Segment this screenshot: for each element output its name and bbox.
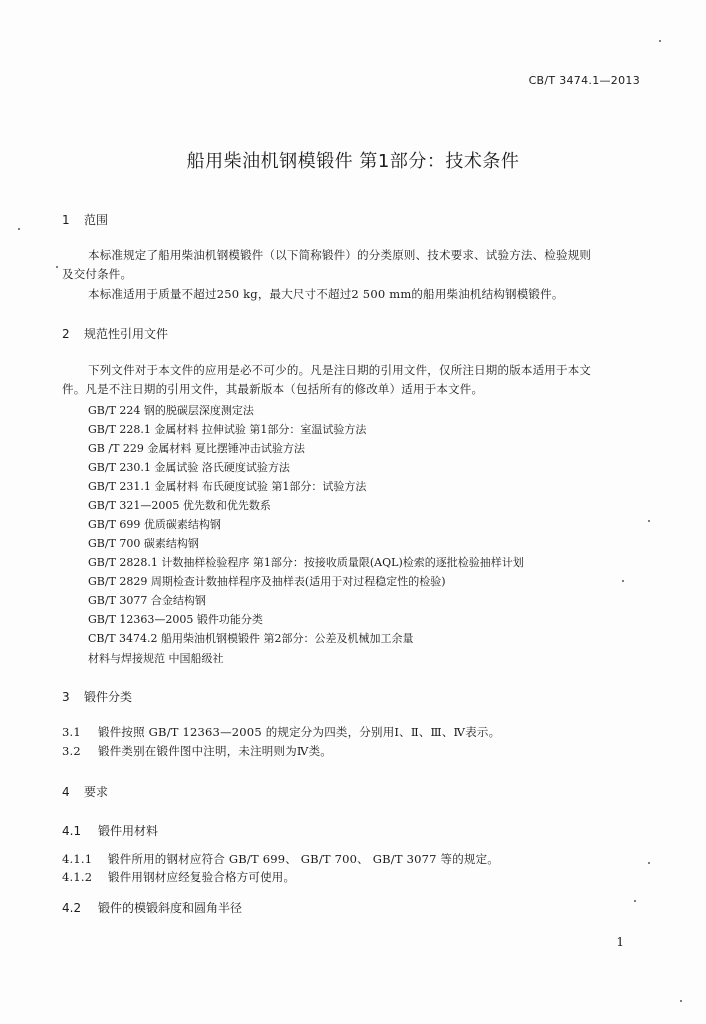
reference-item: GB/T 231.1 金属材料 布氏硬度试验 第1部分：试验方法 [88, 480, 367, 493]
section-1-number: 1 [62, 213, 70, 227]
reference-item: GB/T 228.1 金属材料 拉伸试验 第1部分：室温试验方法 [88, 423, 367, 436]
reference-item: GB/T 224 钢的脱碳层深度测定法 [88, 404, 254, 417]
reference-item: 材料与焊接规范 中国船级社 [88, 652, 224, 665]
section-2-number: 2 [62, 327, 70, 341]
scan-speck [622, 580, 624, 582]
page-number: 1 [616, 935, 624, 949]
clause-4-1-1 [62, 851, 499, 867]
scan-speck [648, 862, 650, 864]
section-1-para-1-line-1: 本标准规定了船用柴油机钢模锻件（以下简称锻件）的分类原则、技术要求、试验方法、检验规则 [88, 248, 592, 262]
document-title: 船用柴油机钢模锻件 第1部分：技术条件 [186, 151, 520, 172]
scan-speck [56, 266, 58, 268]
reference-item: GB/T 2828.1 计数抽样检验程序 第1部分：按接收质量限(AQL)检索的逐批检验抽样计划 [88, 556, 524, 569]
subsection-number: 4.1 [62, 824, 82, 838]
reference-item: GB /T 229 金属材料 夏比摆锤冲击试验方法 [88, 442, 305, 455]
clause-text: 锻件所用的钢材应符合 GB/T 699、 GB/T 700、 GB/T 3077 等的规定。 [108, 852, 499, 866]
scan-speck [680, 1000, 682, 1002]
clause-3-2 [62, 743, 332, 759]
clause-text: 锻件按照 GB/T 12363—2005 的规定分为四类，分别用Ⅰ、Ⅱ、Ⅲ、Ⅳ表示。 [98, 725, 501, 739]
section-2-title: 规范性引用文件 [84, 327, 169, 341]
clause-3-1 [62, 724, 500, 740]
section-3-number: 3 [62, 690, 70, 704]
reference-item: GB/T 3077 合金结构钢 [88, 594, 206, 607]
standard-code: CB/T 3474.1—2013 [528, 74, 640, 87]
clause-text: 锻件用钢材应经复验合格方可使用。 [108, 870, 296, 884]
scan-speck [648, 520, 650, 522]
section-1-heading [62, 211, 108, 228]
clause-number: 3.1 [62, 725, 81, 739]
reference-item: GB/T 699 优质碳素结构钢 [88, 518, 221, 531]
reference-item: GB/T 12363—2005 锻件功能分类 [88, 613, 263, 626]
clause-number: 4.1.2 [62, 870, 93, 884]
reference-item: GB/T 230.1 金属试验 洛氏硬度试验方法 [88, 461, 290, 474]
clause-text: 锻件类别在锻件图中注明，未注明则为Ⅳ类。 [98, 744, 332, 758]
subsection-title: 锻件用材料 [98, 824, 159, 838]
subsection-4-2-heading [62, 899, 242, 916]
section-3-title: 锻件分类 [84, 690, 133, 704]
clause-number: 4.1.1 [62, 852, 93, 866]
reference-item: CB/T 3474.2 船用柴油机钢模锻件 第2部分：公差及机械加工余量 [88, 632, 414, 645]
reference-item: GB/T 2829 周期检查计数抽样程序及抽样表(适用于对过程稳定性的检验) [88, 575, 446, 588]
section-1-para-2: 本标准适用于质量不超过250 kg，最大尺寸不超过2 500 mm的船用柴油机结构钢模锻件。 [88, 287, 564, 301]
subsection-number: 4.2 [62, 901, 82, 915]
reference-item: GB/T 321—2005 优先数和优先数系 [88, 499, 271, 512]
scan-speck [659, 40, 661, 42]
section-2-intro-line-1: 下列文件对于本文件的应用是必不可少的。凡是注日期的引用文件，仅所注日期的版本适用于本文 [88, 363, 592, 377]
scan-speck [18, 228, 20, 230]
reference-item: GB/T 700 碳素结构钢 [88, 537, 199, 550]
section-1-title: 范围 [84, 213, 109, 227]
section-2-heading [62, 325, 168, 342]
clause-number: 3.2 [62, 744, 81, 758]
section-4-heading [62, 783, 108, 800]
subsection-title: 锻件的模锻斜度和圆角半径 [98, 901, 243, 915]
section-3-heading [62, 688, 132, 705]
section-1-para-1-line-2: 及交付条件。 [62, 267, 133, 281]
section-2-intro-line-2: 件。凡是不注日期的引用文件，其最新版本（包括所有的修改单）适用于本文件。 [62, 382, 484, 396]
scan-speck [634, 900, 636, 902]
subsection-4-1-heading [62, 822, 158, 839]
section-4-title: 要求 [84, 785, 109, 799]
clause-4-1-2 [62, 869, 295, 885]
section-4-number: 4 [62, 785, 70, 799]
